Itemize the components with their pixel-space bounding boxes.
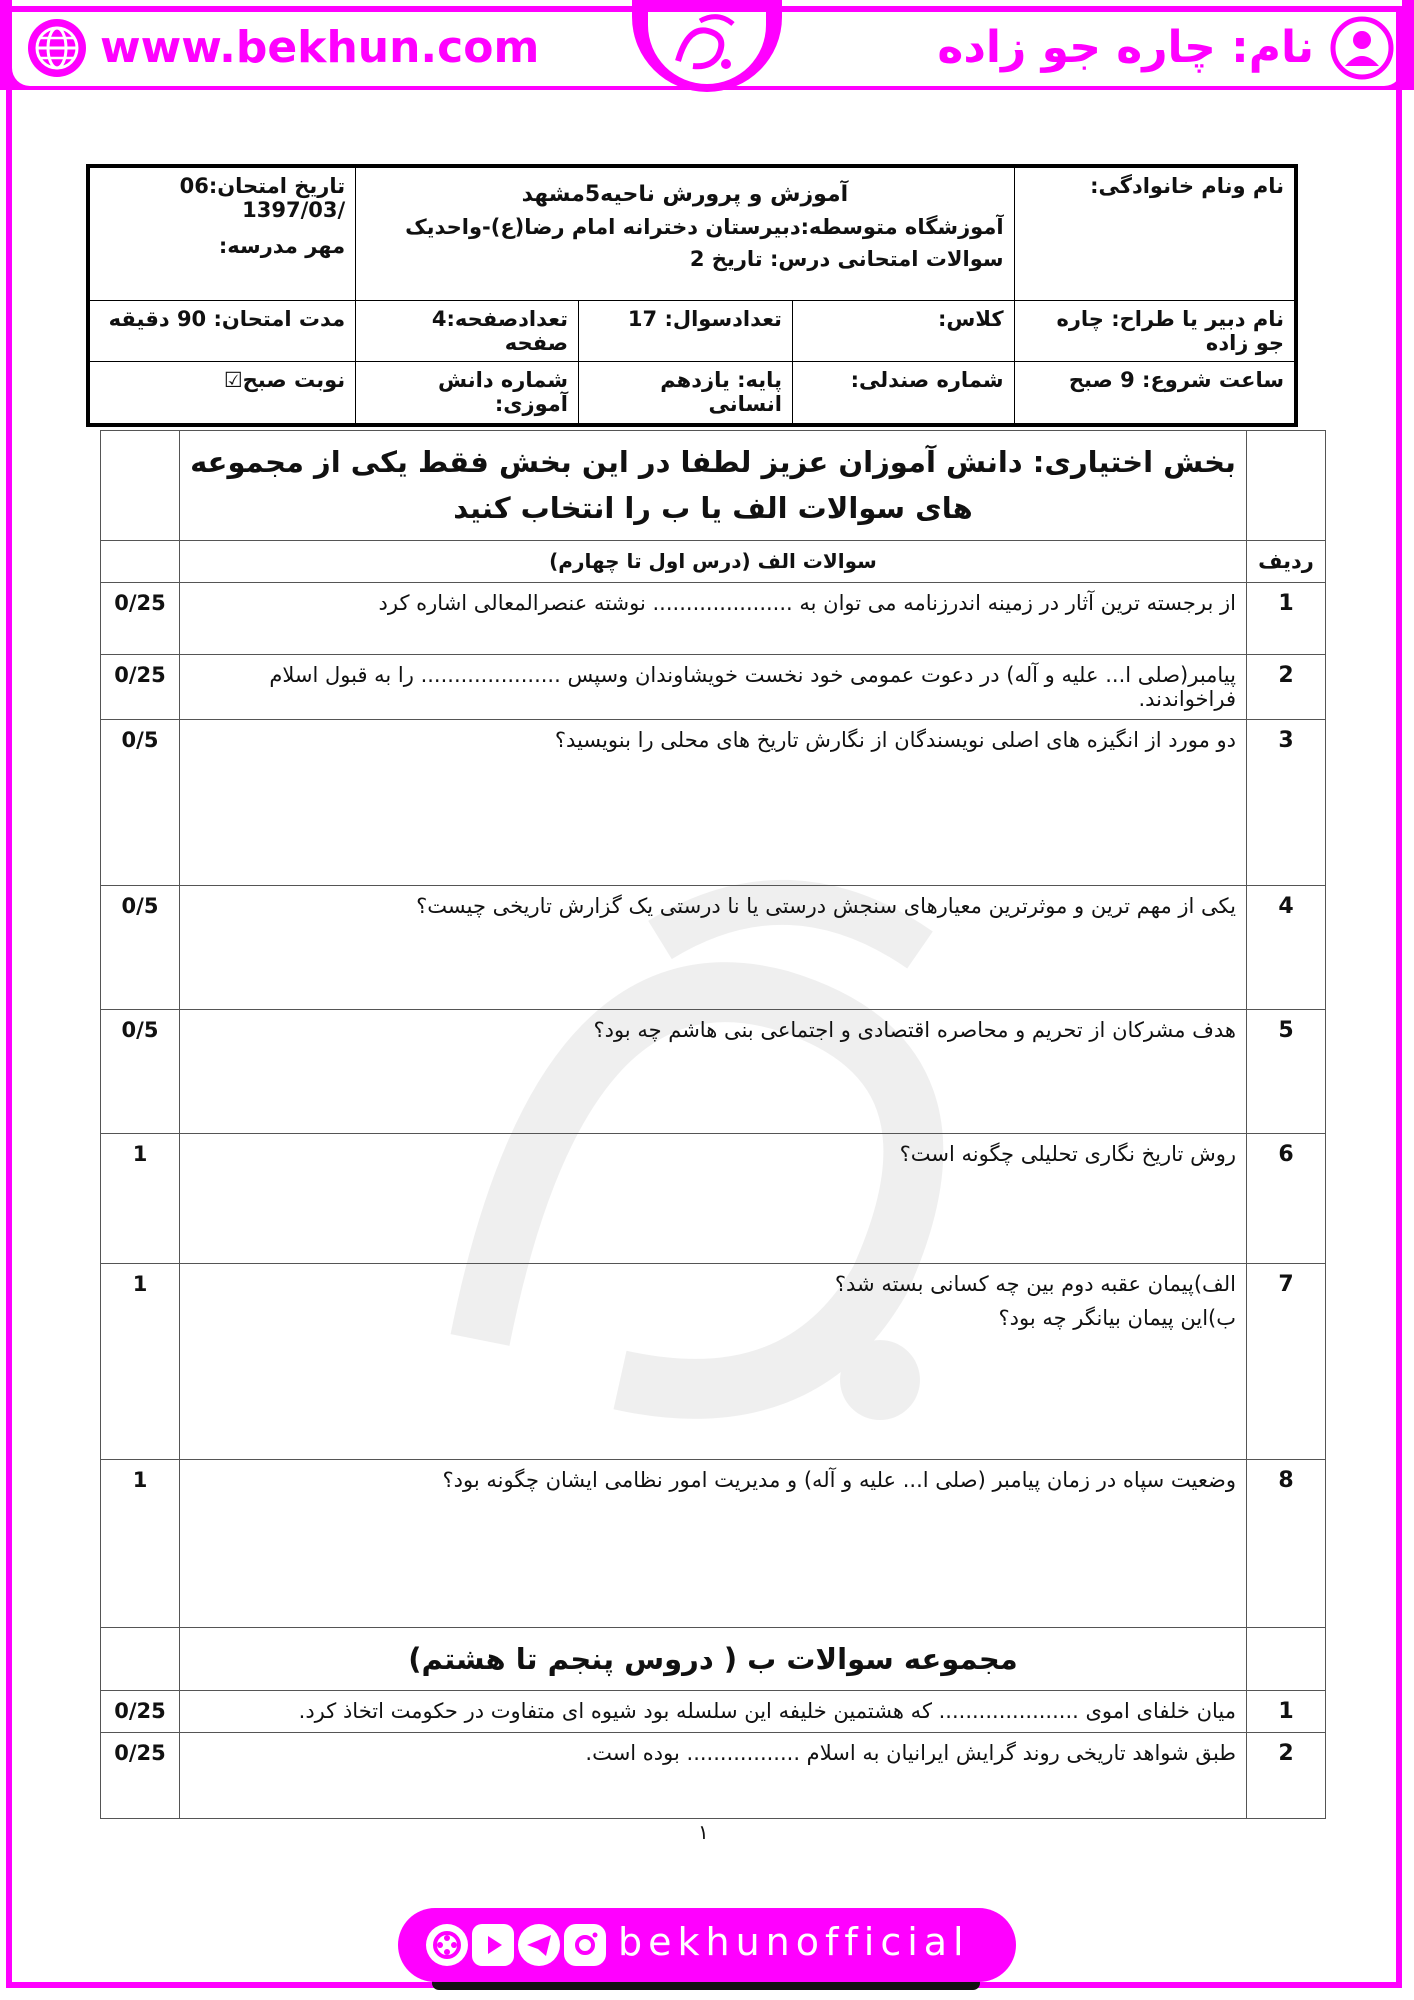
- question-text: پیامبر(صلی ا... علیه و آله) در دعوت عمومی خود نخست خویشاوندان وسپس ..................... را به قبول اسلام فراخواندند.: [180, 654, 1247, 719]
- instagram-icon[interactable]: [564, 1924, 606, 1966]
- question-text: وضعیت سپاه در زمان پیامبر (صلی ا... علیه و آله) و مدیریت امور نظامی ایشان چگونه بود؟: [180, 1459, 1247, 1627]
- question-number: 2: [1247, 1733, 1326, 1819]
- question-number: 5: [1247, 1009, 1326, 1133]
- exam-subject: سوالات امتحانی درس: تاریخ 2: [689, 247, 1004, 271]
- question-number: 4: [1247, 885, 1326, 1009]
- exam-date-cell: [88, 166, 356, 300]
- question-text-part-b: ب)این پیمان بیانگر چه بود؟: [998, 1305, 1236, 1330]
- teacher-name: نام دبیر یا طراح: چاره جو زاده: [1014, 300, 1296, 361]
- question-text: از برجسته ترین آثار در زمینه اندرزنامه می توان به ..................... نوشته عنصرالمعالی اشاره کرد: [180, 582, 1247, 654]
- question-text: الف)پیمان عقبه دوم بین چه کسانی بسته شد؟: [834, 1271, 1236, 1296]
- question-score: 0/25: [101, 1733, 180, 1819]
- website-url[interactable]: www.bekhun.com: [100, 22, 540, 73]
- exam-info-block: [356, 166, 1014, 300]
- start-time: ساعت شروع: 9 صبح: [1014, 361, 1296, 425]
- question-text: طبق شواهد تاریخی روند گرایش ایرانیان به اسلام ................. بوده است.: [180, 1733, 1247, 1819]
- page-count: تعدادصفحه:4 صفحه: [356, 300, 579, 361]
- grade-level: پایه: یازدهم انسانی: [579, 361, 793, 425]
- table-row: [101, 1133, 1326, 1263]
- social-footer: [398, 1908, 1016, 1982]
- seat-number: شماره صندلی:: [792, 361, 1014, 425]
- question-text: دو مورد از انگیزه های اصلی نویسندگان از نگارش تاریخ های محلی را بنویسید؟: [180, 719, 1247, 885]
- exam-duration: مدت امتحان: 90 دقیقه: [88, 300, 356, 361]
- education-district: آموزش و پرورش ناحیه5مشهد: [521, 182, 849, 207]
- social-handle[interactable]: bekhunofficial: [618, 1920, 970, 1964]
- question-number: 2: [1247, 654, 1326, 719]
- telegram-icon[interactable]: [518, 1924, 560, 1966]
- exam-shift: نوبت صبح☑: [88, 361, 356, 425]
- question-text: هدف مشرکان از تحریم و محاصره اقتصادی و اجتماعی بنی هاشم چه بود؟: [180, 1009, 1247, 1133]
- question-number: 6: [1247, 1133, 1326, 1263]
- youtube-icon[interactable]: [472, 1924, 514, 1966]
- question-number: 8: [1247, 1459, 1326, 1627]
- table-row: [101, 719, 1326, 885]
- school-name: آموزشگاه متوسطه:دبیرستان دخترانه امام رضا(ع)-واحدیک: [405, 215, 1004, 239]
- question-score: 0/25: [101, 582, 180, 654]
- question-text: یکی از مهم ترین و موثرترین معیارهای سنجش درستی یا نا درستی یک گزارش تاریخی چیست؟: [180, 885, 1247, 1009]
- table-row: [101, 1263, 1326, 1459]
- student-name-label: نام: چاره جو زاده: [937, 22, 1314, 73]
- question-score: 0/5: [101, 719, 180, 885]
- question-score: 0/25: [101, 1691, 180, 1733]
- question-number: 1: [1247, 582, 1326, 654]
- set-b-title: مجموعه سوالات ب ( دروس پنجم تا هشتم): [180, 1627, 1247, 1690]
- table-row: [101, 1009, 1326, 1133]
- question-score: 1: [101, 1133, 180, 1263]
- question-number: 1: [1247, 1691, 1326, 1733]
- table-row: [101, 1459, 1326, 1627]
- question-score: 1: [101, 1459, 180, 1627]
- question-score: 1: [101, 1263, 180, 1459]
- radif-header: ردیف: [1247, 540, 1326, 582]
- question-score: 0/25: [101, 654, 180, 719]
- table-row: [101, 1691, 1326, 1733]
- student-number: شماره دانش آموزی:: [356, 361, 579, 425]
- exam-date: تاریخ امتحان:06 /1397/03: [179, 174, 346, 222]
- question-number: 3: [1247, 719, 1326, 885]
- table-row: [101, 885, 1326, 1009]
- set-a-title: سوالات الف (درس اول تا چهارم): [180, 540, 1247, 582]
- page-number: ۱: [698, 1820, 709, 1844]
- question-text-cell: [180, 1263, 1247, 1459]
- school-seal: مهر مدرسه:: [218, 234, 346, 258]
- student-name-field: نام ونام خانوادگی:: [1014, 166, 1296, 300]
- table-row: [101, 582, 1326, 654]
- question-text: میان خلفای اموی ..................... که هشتمین خلیفه این سلسله بود شیوه ای متفاوت در حکومت اتخاذ کرد.: [180, 1691, 1247, 1733]
- exam-header-table: [86, 164, 1298, 427]
- class-field: کلاس:: [792, 300, 1014, 361]
- question-score: 0/5: [101, 885, 180, 1009]
- question-score: 0/5: [101, 1009, 180, 1133]
- table-row: [101, 1733, 1326, 1819]
- question-number: 7: [1247, 1263, 1326, 1459]
- table-row: [101, 654, 1326, 719]
- question-text: روش تاریخ نگاری تحلیلی چگونه است؟: [180, 1133, 1247, 1263]
- film-icon[interactable]: [426, 1924, 468, 1966]
- question-count: تعدادسوال: 17: [579, 300, 793, 361]
- optional-section-title: بخش اختیاری: دانش آموزان عزیز لطفا در این بخش فقط یکی از مجموعه های سوالات الف یا ب را انتخاب کنید: [180, 431, 1247, 541]
- questions-table: [100, 430, 1326, 1819]
